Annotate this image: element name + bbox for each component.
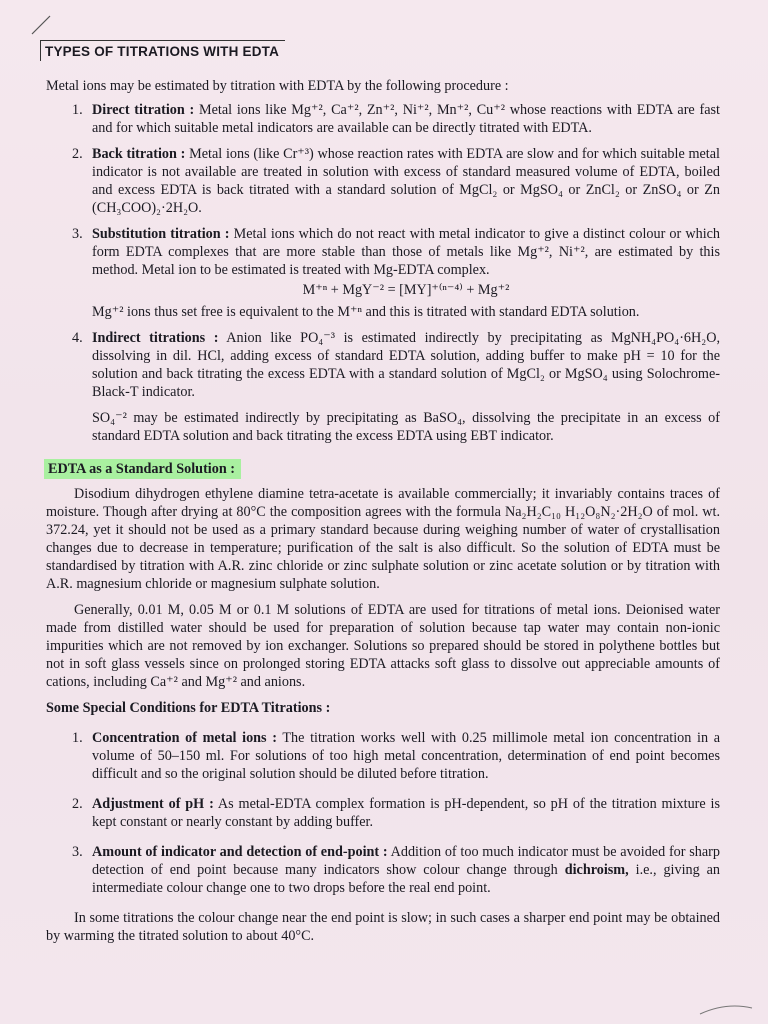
substitution-equation: M⁺ⁿ + MgY⁻² = [MY]⁺⁽ⁿ⁻⁴⁾ + Mg⁺² [302, 282, 510, 298]
item-number: 2. [72, 146, 83, 162]
method-back-titration [46, 145, 720, 217]
special-conditions-list [46, 729, 720, 897]
condition-text: The titration works well with 0.25 millimole metal ion concentration in a volume of 50–150 ml. For solutions of too high metal concentration, determination of end point becomes difficult and so the original solution should be diluted before titration. [92, 730, 720, 782]
section-heading-special-conditions: Some Special Conditions for EDTA Titrations : [46, 700, 331, 716]
item-number: 1. [72, 102, 83, 118]
condition-text: As metal-EDTA complex formation is pH-dependent, so pH of the titration mixture is kept constant or nearly constant by adding buffer. [92, 796, 721, 830]
intro-text: Metal ions may be estimated by titration with EDTA by the following procedure : [46, 78, 509, 94]
condition-concentration [46, 729, 720, 783]
titration-methods-list [46, 101, 720, 299]
item-number: 4. [72, 330, 83, 346]
pen-stroke-mark [30, 14, 52, 36]
item-number: 2. [72, 796, 83, 812]
titration-methods-list-cont [46, 329, 720, 401]
method-text: Metal ions (like Cr⁺³) whose reaction rates with EDTA are slow and for which suitable metal indicator is not available are treated in solution with excess of standard measured volume of EDTA, boiled and excess EDTA is back titrated with a standard solution of MgCl₂ or MgSO₄ or ZnCl₂ or ZnSO₄ or Zn (CH₃COO)₂·2H₂O. [92, 146, 720, 216]
condition-indicator [46, 843, 720, 897]
condition-ph [46, 795, 720, 831]
condition-lead: Adjustment of pH : [92, 796, 214, 812]
item-number: 3. [72, 844, 83, 860]
standard-paragraph-2: Generally, 0.01 M, 0.05 M or 0.1 M solutions of EDTA are used for titrations of metal ions. Deionised water made from distilled water should be used for preparation of solution because tap water may contain non-ionic impurities which are not removed by ion exchanger. Solutions so prepared should be stored in polythene bottles but not in soft glass vessels since on prolonged storing EDTA attacks soft glass to dissolve out appreciable amounts of cations, including Ca⁺² and Mg⁺² and anions. [46, 602, 720, 690]
method-substitution-titration [46, 225, 720, 299]
condition-bold-word: dichroism, [564, 862, 629, 878]
method-lead: Substitution titration : [92, 226, 230, 242]
section-heading-standard-solution: EDTA as a Standard Solution : [44, 459, 241, 479]
condition-text: Addition of too much indicator must be avoided for sharp detection of end point because many indicators show colour change through [92, 844, 720, 878]
method-lead: Indirect titrations : [92, 330, 219, 346]
item-number: 3. [72, 226, 83, 242]
method-lead: Direct titration : [92, 102, 195, 118]
page-title: TYPES OF TITRATIONS WITH EDTA [40, 40, 285, 61]
final-paragraph: In some titrations the colour change near the end point is slow; in such cases a sharper end point may be obtained by warming the titrated solution to about 40°C. [46, 910, 720, 944]
substitution-followup: Mg⁺² ions thus set free is equivalent to the M⁺ⁿ and this is titrated with standard EDTA solution. [92, 304, 640, 320]
method-text: Metal ions which do not react with metal indicator to give a distinct colour or which form EDTA complexes that are more stable than those of metals like Mg⁺², Ni⁺², are estimated by this method. Metal ion to be estimated is treated with Mg-EDTA complex. [92, 226, 721, 278]
condition-text-end: i.e., giving an intermediate colour change one to two drops before the real end point. [92, 862, 721, 896]
item-number: 1. [72, 730, 83, 746]
condition-lead: Amount of indicator and detection of end-point : [92, 844, 388, 860]
method-lead: Back titration : [92, 146, 186, 162]
method-text: Metal ions like Mg⁺², Ca⁺², Zn⁺², Ni⁺², Mn⁺², Cu⁺² whose reactions with EDTA are fast and for which suitable metal indicators are available can be directly titrated with EDTA. [92, 102, 720, 136]
standard-paragraph-1: Disodium dihydrogen ethylene diamine tetra-acetate is available commercially; it invariably contains traces of moisture. Though after drying at 80°C the composition agrees with the formula Na₂H₂C₁₀ H₁₂O₈N₂·2H₂O of mol. wt. 372.24, yet it should not be used as a primary standard because during weighing number of water of crystallisation changes due to decrease in temperature; purification of the salt is also difficult. So the solution of EDTA must be standardised by titration with A.R. zinc chloride or zinc sulphate solution or zinc acetate solution or by titration with A.R. magnesium chloride or magnesium sulphate solution. [46, 486, 720, 592]
indirect-followup: SO₄⁻² may be estimated indirectly by precipitating as BaSO₄, dissolving the precipitate in an excess of standard EDTA solution and back titrating the excess EDTA using EBT indicator. [92, 410, 720, 444]
method-direct-titration [46, 101, 720, 137]
method-indirect-titration [46, 329, 720, 401]
pen-curve-mark [696, 1002, 756, 1016]
method-text: Anion like PO₄⁻³ is estimated indirectly by precipitating as MgNH₄PO₄·6H₂O, dissolving in dil. HCl, adding excess of standard EDTA solution, adding buffer to make pH = 10 for the solution and back titrating the excess EDTA with a standard solution of MgCl₂ or MgSO₄ using Solochrome-Black-T indicator. [92, 330, 721, 400]
condition-lead: Concentration of metal ions : [92, 730, 277, 746]
